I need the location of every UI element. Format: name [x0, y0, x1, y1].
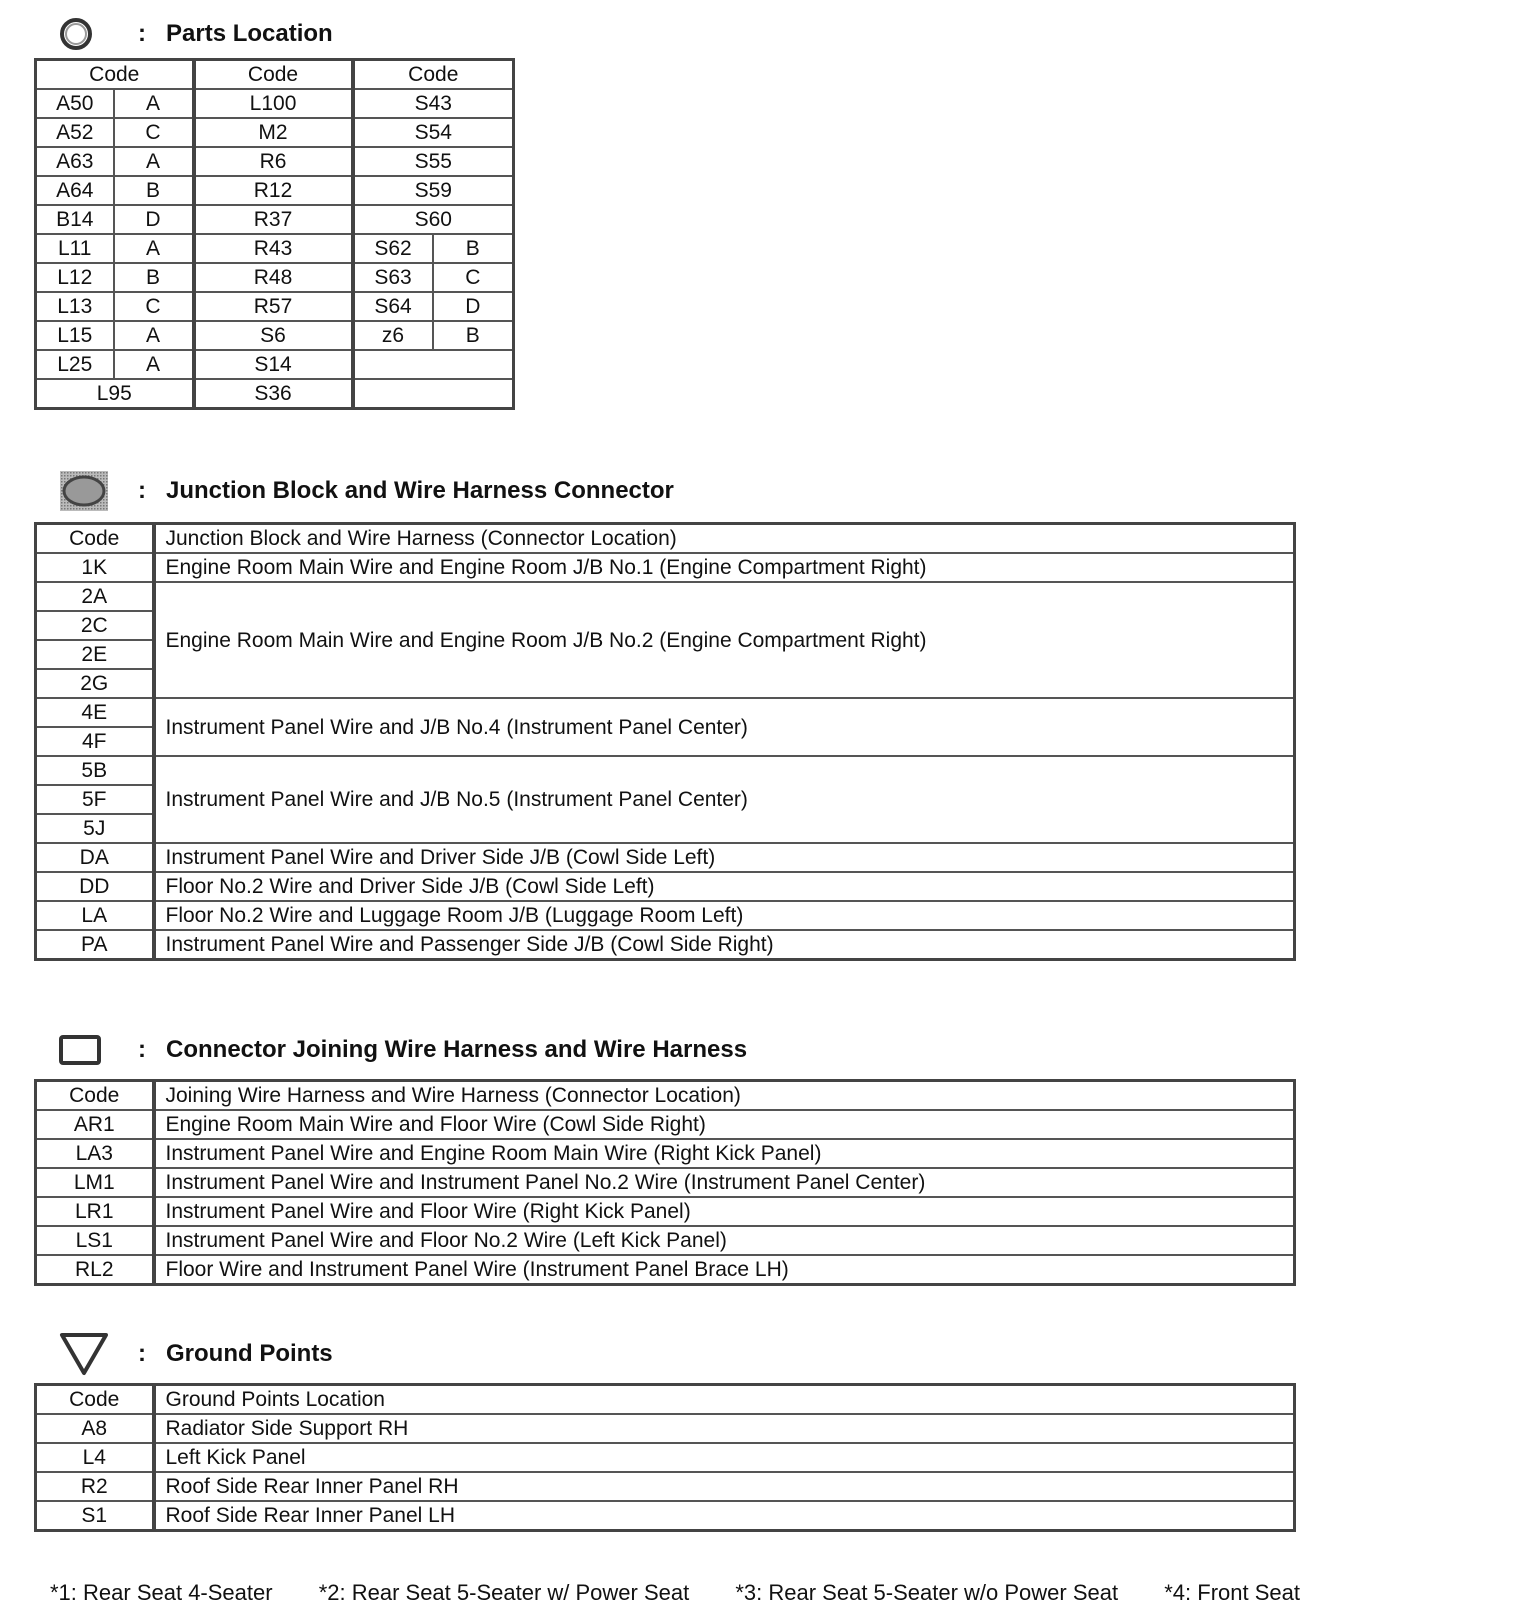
code-cell: [353, 379, 514, 409]
description-cell: Engine Room Main Wire and Engine Room J/B No.2 (Engine Compartment Right): [154, 582, 1295, 698]
table-row: [36, 553, 1295, 582]
table-row: [36, 1226, 1295, 1255]
code-cell: DA: [36, 843, 154, 872]
description-cell: Instrument Panel Wire and Driver Side J/B (Cowl Side Left): [154, 843, 1295, 872]
code-cell: L95: [36, 379, 194, 409]
footnotes: [50, 1580, 1300, 1606]
table-header-row: [36, 524, 1295, 554]
code-cell: R57: [194, 292, 353, 321]
column-header: Code: [194, 60, 353, 90]
location-cell: C: [114, 292, 194, 321]
description-cell: Instrument Panel Wire and Floor Wire (Right Kick Panel): [154, 1197, 1295, 1226]
code-cell: S59: [353, 176, 514, 205]
circle-icon: [58, 14, 110, 54]
table-row: [36, 234, 514, 263]
location-cell: B: [114, 263, 194, 292]
rectangle-icon: [58, 1030, 110, 1070]
code-cell: AR1: [36, 1110, 154, 1139]
ground-points-heading: [58, 1334, 333, 1374]
description-cell: Engine Room Main Wire and Engine Room J/B No.1 (Engine Compartment Right): [154, 553, 1295, 582]
table-row: [36, 176, 514, 205]
code-cell: 5F: [36, 785, 154, 814]
code-cell: R6: [194, 147, 353, 176]
table-row: [36, 872, 1295, 901]
code-cell: S55: [353, 147, 514, 176]
code-header: Code: [36, 1385, 154, 1415]
table-row: [36, 1110, 1295, 1139]
code-cell: S62: [353, 234, 433, 263]
code-cell: 5J: [36, 814, 154, 843]
code-cell: L12: [36, 263, 114, 292]
code-cell: 2G: [36, 669, 154, 698]
code-cell: 2C: [36, 611, 154, 640]
down-triangle-icon: [58, 1334, 110, 1374]
code-cell: R48: [194, 263, 353, 292]
table-row: [36, 321, 514, 350]
table-header-row: [36, 60, 514, 90]
section-title: Ground Points: [166, 1340, 333, 1367]
description-cell: Instrument Panel Wire and Passenger Side J/B (Cowl Side Right): [154, 930, 1295, 960]
code-cell: 2A: [36, 582, 154, 611]
footnote: *2: Rear Seat 5-Seater w/ Power Seat: [318, 1580, 690, 1605]
code-cell: PA: [36, 930, 154, 960]
code-cell: z6: [353, 321, 433, 350]
description-cell: Engine Room Main Wire and Floor Wire (Cowl Side Right): [154, 1110, 1295, 1139]
code-cell: R43: [194, 234, 353, 263]
location-cell: A: [114, 234, 194, 263]
description-cell: Instrument Panel Wire and J/B No.5 (Instrument Panel Center): [154, 756, 1295, 843]
code-cell: 4F: [36, 727, 154, 756]
code-cell: S64: [353, 292, 433, 321]
code-cell: S43: [353, 89, 514, 118]
description-header: Ground Points Location: [154, 1385, 1295, 1415]
code-cell: L25: [36, 350, 114, 379]
table-row: [36, 698, 1295, 727]
table-row: [36, 1139, 1295, 1168]
location-cell: A: [114, 321, 194, 350]
code-header: Code: [36, 524, 154, 554]
table-row: [36, 292, 514, 321]
table-row: [36, 379, 514, 409]
ground-points-table: [34, 1383, 1296, 1532]
location-cell: C: [433, 263, 514, 292]
table-row: [36, 205, 514, 234]
code-cell: L15: [36, 321, 114, 350]
table-row: [36, 1255, 1295, 1285]
code-cell: LA: [36, 901, 154, 930]
code-cell: DD: [36, 872, 154, 901]
code-cell: S6: [194, 321, 353, 350]
description-cell: Left Kick Panel: [154, 1443, 1295, 1472]
table-row: [36, 118, 514, 147]
code-cell: S1: [36, 1501, 154, 1531]
location-cell: A: [114, 147, 194, 176]
section-title: Junction Block and Wire Harness Connector: [166, 477, 674, 504]
section-title: Connector Joining Wire Harness and Wire Harness: [166, 1036, 748, 1063]
code-cell: A64: [36, 176, 114, 205]
code-cell: L13: [36, 292, 114, 321]
description-cell: Radiator Side Support RH: [154, 1414, 1295, 1443]
code-cell: 1K: [36, 553, 154, 582]
code-cell: 2E: [36, 640, 154, 669]
code-cell: R37: [194, 205, 353, 234]
code-cell: B14: [36, 205, 114, 234]
shaded-oval-icon: [58, 471, 110, 511]
code-cell: S60: [353, 205, 514, 234]
section-colon: :: [138, 1340, 146, 1367]
description-cell: Roof Side Rear Inner Panel RH: [154, 1472, 1295, 1501]
location-cell: B: [114, 176, 194, 205]
table-row: [36, 843, 1295, 872]
table-row: [36, 1414, 1295, 1443]
code-cell: LR1: [36, 1197, 154, 1226]
code-cell: RL2: [36, 1255, 154, 1285]
code-cell: S63: [353, 263, 433, 292]
code-cell: LA3: [36, 1139, 154, 1168]
code-cell: A8: [36, 1414, 154, 1443]
code-cell: LS1: [36, 1226, 154, 1255]
column-header: Code: [36, 60, 194, 90]
parts-location-heading: [58, 14, 333, 54]
connector-joining-heading: [58, 1030, 747, 1070]
description-header: Junction Block and Wire Harness (Connector Location): [154, 524, 1295, 554]
table-row: [36, 89, 514, 118]
description-cell: Instrument Panel Wire and Floor No.2 Wire (Left Kick Panel): [154, 1226, 1295, 1255]
code-cell: L4: [36, 1443, 154, 1472]
code-cell: [353, 350, 514, 379]
code-cell: S36: [194, 379, 353, 409]
table-row: [36, 350, 514, 379]
code-cell: M2: [194, 118, 353, 147]
location-cell: A: [114, 89, 194, 118]
junction-block-table: [34, 522, 1296, 961]
description-cell: Instrument Panel Wire and Instrument Panel No.2 Wire (Instrument Panel Center): [154, 1168, 1295, 1197]
code-cell: A63: [36, 147, 114, 176]
parts-location-table: [34, 58, 515, 410]
junction-block-heading: [58, 471, 674, 511]
description-cell: Roof Side Rear Inner Panel LH: [154, 1501, 1295, 1531]
table-row: [36, 1197, 1295, 1226]
code-cell: S54: [353, 118, 514, 147]
code-cell: A50: [36, 89, 114, 118]
footnote: *1: Rear Seat 4-Seater: [50, 1580, 273, 1605]
table-row: [36, 1443, 1295, 1472]
table-header-row: [36, 1081, 1295, 1111]
code-cell: R12: [194, 176, 353, 205]
code-cell: L11: [36, 234, 114, 263]
table-row: [36, 930, 1295, 960]
code-cell: 4E: [36, 698, 154, 727]
table-row: [36, 582, 1295, 611]
section-colon: :: [138, 477, 146, 504]
table-row: [36, 901, 1295, 930]
section-title: Parts Location: [166, 20, 333, 47]
table-row: [36, 263, 514, 292]
column-header: Code: [353, 60, 514, 90]
connector-joining-table: [34, 1079, 1296, 1286]
code-cell: LM1: [36, 1168, 154, 1197]
code-header: Code: [36, 1081, 154, 1111]
code-cell: R2: [36, 1472, 154, 1501]
location-cell: A: [114, 350, 194, 379]
table-header-row: [36, 1385, 1295, 1415]
location-cell: B: [433, 321, 514, 350]
description-cell: Floor No.2 Wire and Driver Side J/B (Cowl Side Left): [154, 872, 1295, 901]
description-cell: Floor No.2 Wire and Luggage Room J/B (Luggage Room Left): [154, 901, 1295, 930]
location-cell: B: [433, 234, 514, 263]
description-cell: Instrument Panel Wire and Engine Room Main Wire (Right Kick Panel): [154, 1139, 1295, 1168]
description-cell: Floor Wire and Instrument Panel Wire (Instrument Panel Brace LH): [154, 1255, 1295, 1285]
section-colon: :: [138, 20, 146, 47]
location-cell: D: [433, 292, 514, 321]
location-cell: C: [114, 118, 194, 147]
code-cell: 5B: [36, 756, 154, 785]
code-cell: A52: [36, 118, 114, 147]
table-row: [36, 1501, 1295, 1531]
footnote: *3: Rear Seat 5-Seater w/o Power Seat: [735, 1580, 1119, 1605]
table-row: [36, 756, 1295, 785]
table-row: [36, 1168, 1295, 1197]
code-cell: L100: [194, 89, 353, 118]
description-cell: Instrument Panel Wire and J/B No.4 (Instrument Panel Center): [154, 698, 1295, 756]
description-header: Joining Wire Harness and Wire Harness (Connector Location): [154, 1081, 1295, 1111]
code-cell: S14: [194, 350, 353, 379]
table-row: [36, 1472, 1295, 1501]
table-row: [36, 147, 514, 176]
location-cell: D: [114, 205, 194, 234]
section-colon: :: [138, 1036, 146, 1063]
footnote: *4: Front Seat: [1164, 1580, 1300, 1605]
